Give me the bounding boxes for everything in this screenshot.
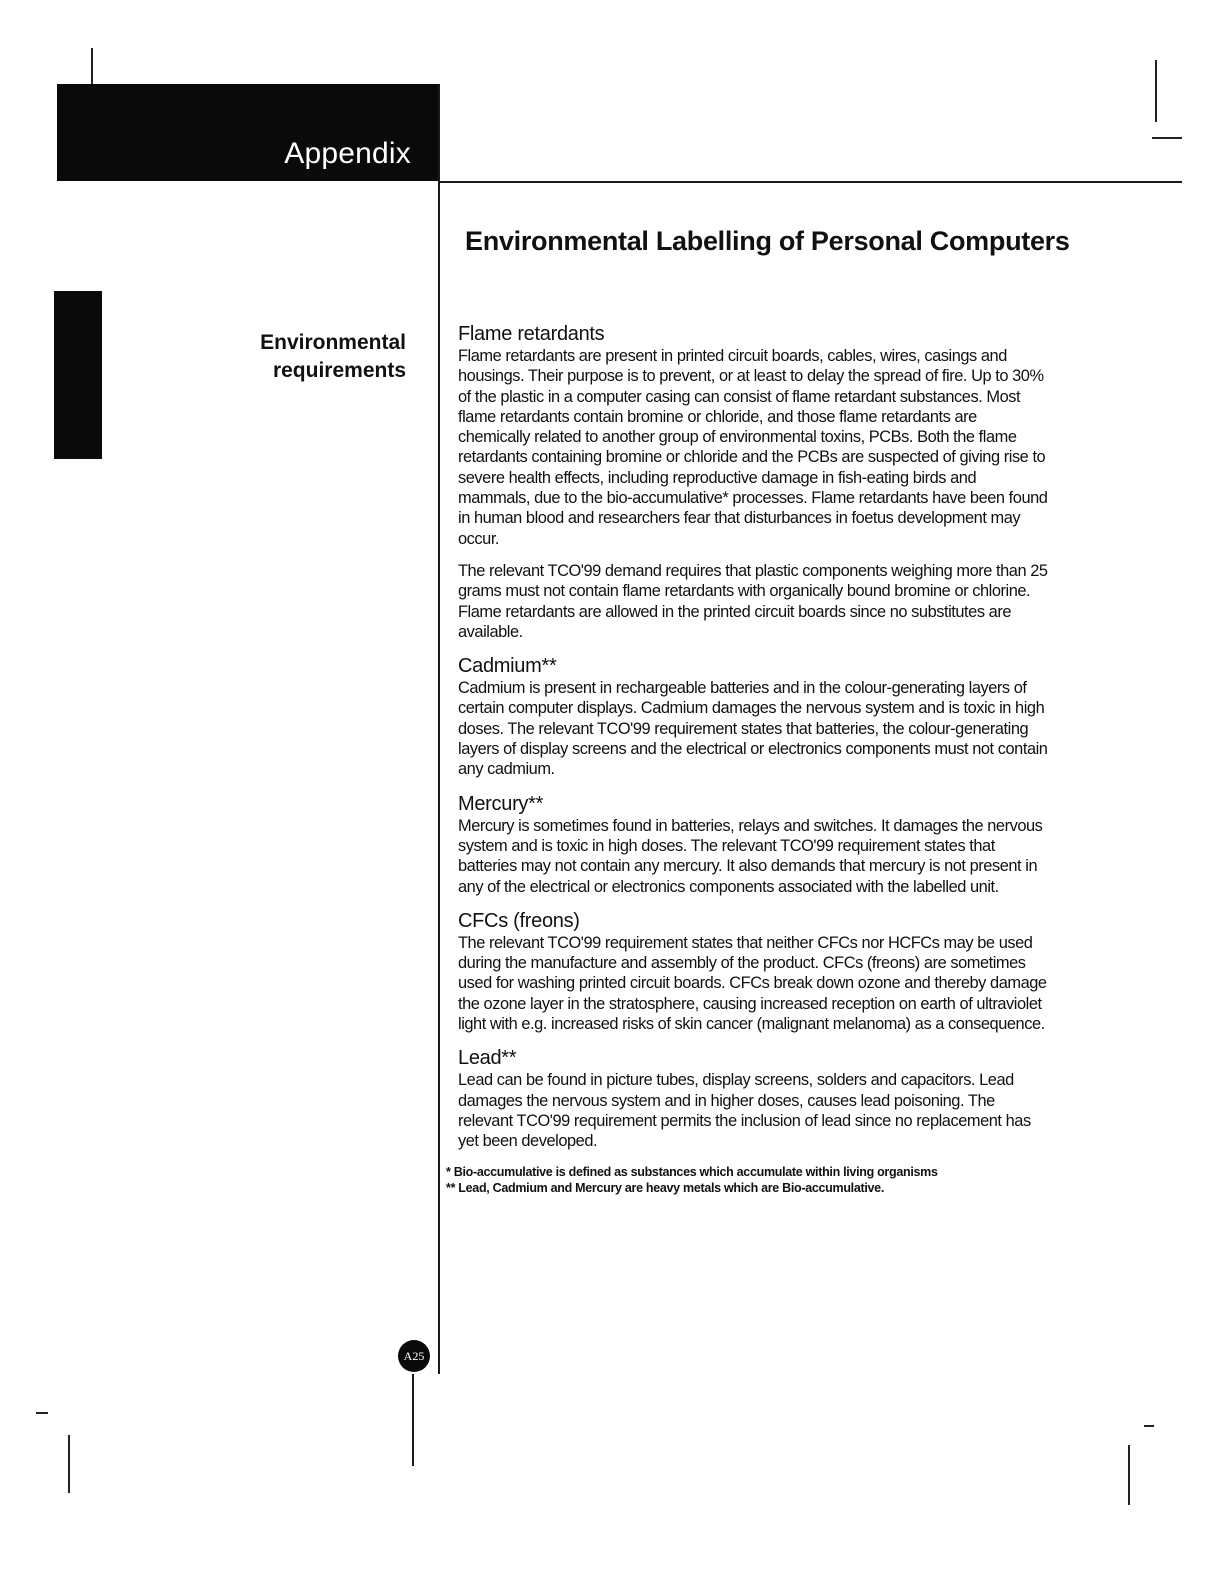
main-content [446, 322, 1048, 1196]
crop-mark [1155, 60, 1157, 122]
section-title: Appendix [284, 137, 411, 170]
section-flame-retardants [458, 322, 1048, 642]
column-divider-lower [412, 1374, 414, 1466]
section-paragraph: Mercury is sometimes found in batteries, relays and switches. It damages the nervous system and is toxic in high doses. The relevant TCO'99 requirement states that batteries may not contain any mercury. It also demands that mercury is not present in any of the electrical or electronics components associated with the labelled unit. [458, 816, 1043, 896]
sidebar-heading [200, 329, 406, 385]
section-paragraph: The relevant TCO'99 requirement states that neither CFCs nor HCFCs may be used during the manufacture and assembly of the product. CFCs (freons) are sometimes used for washing printed circuit boards. CFCs break down ozone and thereby damage the ozone layer in the stratosphere, causing increased reception on earth of ultraviolet light with e.g. increased risks of skin cancer (malignant melanoma) as a consequence. [458, 933, 1047, 1034]
crop-mark [68, 1435, 70, 1493]
section-heading: Lead** [458, 1047, 517, 1070]
footnote: ** Lead, Cadmium and Mercury are heavy metals which are Bio-accumulative. [446, 1180, 884, 1195]
section-heading: CFCs (freons) [458, 909, 580, 932]
chapter-tab [54, 291, 102, 459]
appendix-header [57, 84, 439, 181]
header-rule [439, 181, 1182, 183]
section-paragraph: Cadmium is present in rechargeable batteries and in the colour-generating layers of certain computer displays. Cadmium damages the nervous system and is toxic in high doses. The relevant TCO'99 requirement states that batteries, the colour-generating layers of display screens and the electrical or electronics components must not contain any cadmium. [458, 679, 1048, 779]
section-cadmium [458, 654, 1048, 779]
section-heading: Cadmium** [458, 655, 557, 678]
page-title: Environmental Labelling of Personal Computers [465, 226, 1070, 256]
section-mercury [458, 792, 1048, 897]
sidebar-heading-line2: requirements [272, 359, 406, 382]
crop-mark [36, 1412, 48, 1414]
column-divider [438, 84, 440, 1374]
page-number-badge: A25 [398, 1340, 430, 1372]
crop-mark [1144, 1425, 1154, 1427]
footnotes [446, 1164, 1048, 1196]
section-paragraph: Flame retardants are present in printed circuit boards, cables, wires, casings and housings. Their purpose is to prevent, or at least to delay the spread of fire. Up to 30% of the plastic in a computer casing can consist of flame retardant substances. Most flame retardants contain bromine or chloride, and those flame retardants are chemically related to another group of environmental toxins, PCBs. Both the flame retardants containing bromine or chloride and the PCBs are suspected of giving rise to severe health effects, including reproductive damage in fish-eating birds and mammals, due to the bio-accumulative* processes. Flame retardants have been found in human blood and researchers fear that disturbances in foetus development may occur. [458, 347, 1048, 548]
section-heading: Mercury** [458, 792, 544, 815]
section-heading: Flame retardants [458, 323, 605, 345]
crop-mark [1128, 1445, 1130, 1505]
section-lead [458, 1046, 1048, 1151]
section-paragraph: The relevant TCO'99 demand requires that plastic components weighing more than 25 grams must not contain flame retardants with organically bound bromine or chlorine. Flame retardants are allowed in the printed circuit boards since no substitutes are available. [458, 561, 1048, 641]
section-paragraph: Lead can be found in picture tubes, display screens, solders and capacitors. Lead damages the nervous system and in higher doses, causes lead poisoning. The relevant TCO'99 requirement permits the inclusion of lead since no replacement has yet been developed. [458, 1071, 1031, 1151]
sidebar-heading-line1: Environmental [260, 331, 406, 354]
footnote: * Bio-accumulative is defined as substances which accumulate within living organisms [446, 1164, 938, 1179]
section-cfcs [458, 909, 1048, 1034]
crop-mark [91, 48, 93, 86]
crop-mark [1152, 137, 1182, 139]
